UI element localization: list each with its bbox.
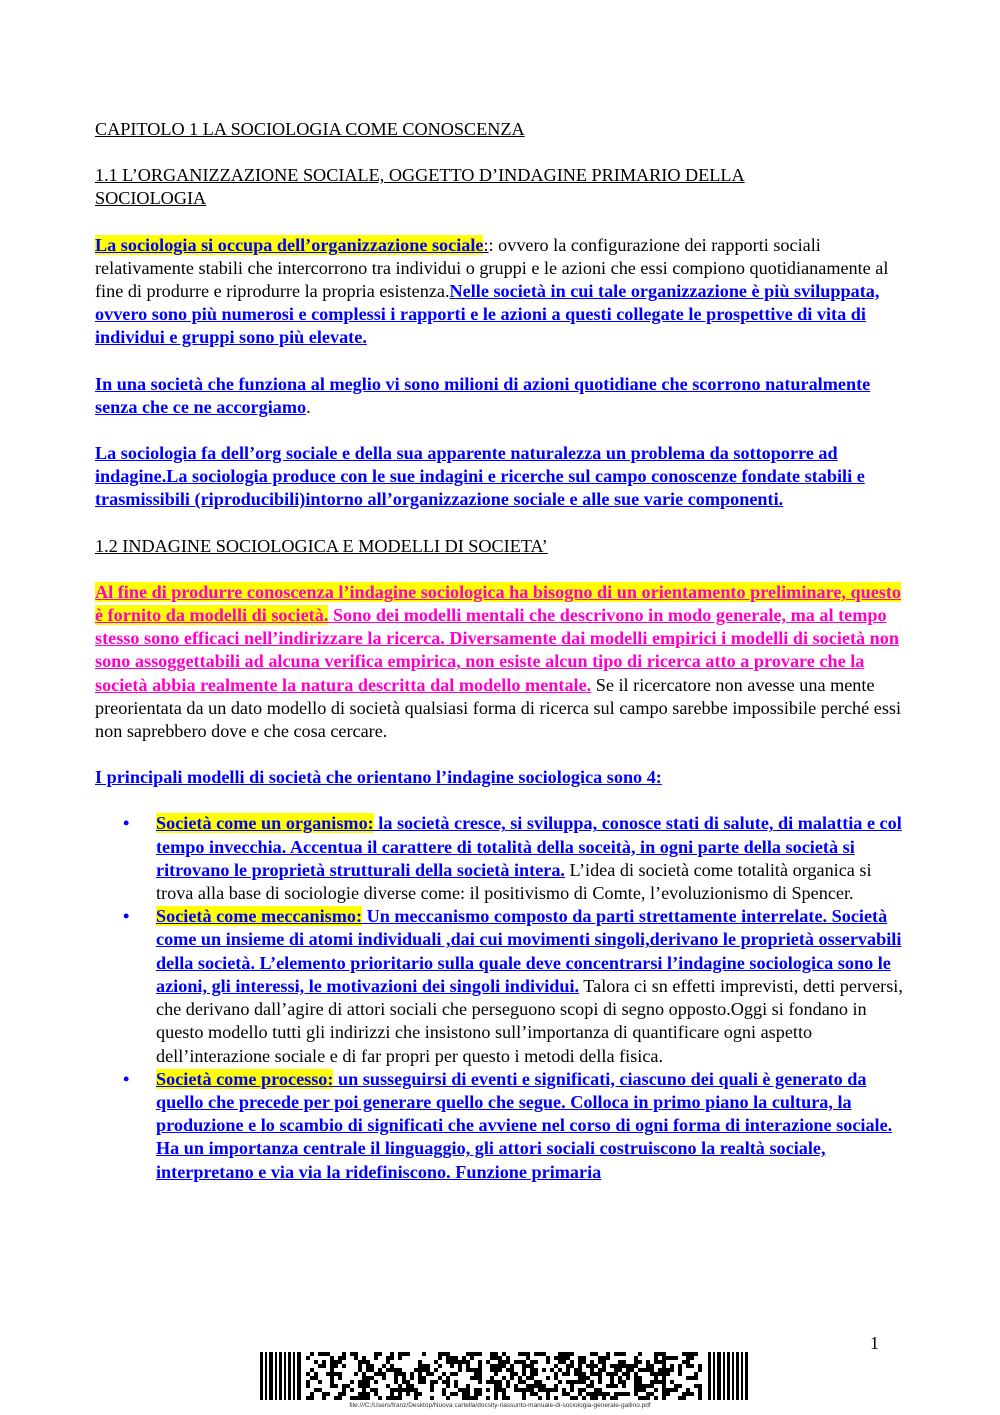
- barcode-icon: [260, 1352, 748, 1400]
- highlighted-text: Società come processo:: [156, 1068, 334, 1089]
- list-item: [123, 812, 910, 905]
- society-models-list: [95, 812, 910, 1183]
- blue-link-text[interactable]: un susseguirsi di eventi e significati, ciascuno dei quali è generato da quello che precede per poi generare quello che segue. Colloca in primo piano la cultura, la produzione e lo scambio di significati che avviene nel corso di ogni forma di interazione sociale. Ha un importanza centrale il linguaggio, gli attori sociali costruiscono la realtà sociale, interpretano e via via la ridefiniscono. Funzione primaria: [156, 1068, 893, 1182]
- section-1-paragraph-1: [95, 234, 910, 350]
- list-item: [123, 905, 910, 1067]
- chapter-title: CAPITOLO 1 LA SOCIOLOGIA COME CONOSCENZA: [95, 119, 525, 139]
- blue-link-text[interactable]: In una società che funziona al meglio vi sono milioni di azioni quotidiane che scorrono naturalmente senza che ce ne accorgiamo: [95, 373, 871, 417]
- bullet-icon: •: [123, 906, 130, 927]
- plain-text: .: [306, 396, 311, 417]
- plain-text: Se il ricercatore non avesse una mente preorientata da un dato modello di società qualsiasi forma di ricerca sul campo sarebbe impossibile perché essi non saprebbero dove e che cosa cercare.: [95, 674, 902, 742]
- magenta-link-text[interactable]: Sono dei modelli mentali che descrivono in modo generale, ma al tempo stesso sono efficaci nell’indirizzare la ricerca. Diversamente dai modelli empirici i modelli di società non sono assoggettabili ad alcuna verifica empirica, non esiste alcun tipo di ricerca atto a provare che la società abbia realmente la natura descritta dal modello mentale.: [95, 605, 899, 695]
- section-2-paragraph-1: [95, 581, 910, 743]
- page-number: 1: [870, 1333, 879, 1353]
- highlighted-text: Al fine di produrre conoscenza l’indagine sociologica ha bisogno di un orientamento preliminare, questo è fornito da modelli di società.: [95, 581, 902, 626]
- blue-link-text[interactable]: Un meccanismo composto da parti strettamente interrelate. Società come un insieme di atomi individuali ,dai cui movimenti singoli,derivano le proprietà osservabili della società. L’elemento prioritario sulla quale deve concentrarsi l’indagine sociologica sono le azioni, gli interessi, le motivazioni dei singoli individui.: [156, 906, 902, 996]
- plain-text: : ovvero la configurazione dei rapporti sociali relativamente stabili che intercorrono tra individui o gruppi e le azioni che essi compiono quotidianamente al fine di produrre e riprodurre la propria esistenza.: [95, 234, 889, 302]
- plain-text: L’idea di società come totalità organica si trova alla base di sociologie diverse come: il positivismo di Comte, l’evoluzionismo di Spencer.: [156, 859, 872, 904]
- section-1-title-line-1: 1.1 L’ORGANIZZAZIONE SOCIALE, OGGETTO D’INDAGINE PRIMARIO DELLA: [95, 165, 745, 186]
- highlighted-text: La sociologia si occupa dell’organizzazione sociale: [95, 234, 484, 255]
- section-1-title: [95, 164, 910, 210]
- section-2-paragraph-2: [95, 766, 910, 789]
- blue-link-text[interactable]: la società cresce, si sviluppa, conosce stati di salute, di malattia e col tempo invecchia. Accentua il carattere di totalità della soceità, in ogni parte della società si ritrovano le proprietà strutturali della società intera.: [156, 813, 902, 880]
- blue-link-text[interactable]: Nelle società in cui tale organizzazione è più sviluppata, ovvero sono più numerosi e complessi i rapporti e le azioni a questi collegate le prospettive di vita di individui e gruppi sono più elevate.: [95, 281, 880, 348]
- colon-text: :: [483, 234, 489, 255]
- blue-link-text[interactable]: La sociologia fa dell’org sociale e della sua apparente naturalezza un problema da sottoporre ad indagine.La sociologia produce con le sue indagini e ricerche sul campo conoscenze fondate stabili e trasmissibili (riproducibili)intorno all’organizzazione sociale e alle sue varie componenti.: [95, 443, 865, 510]
- bullet-icon: •: [123, 1068, 130, 1089]
- footer-file-path: file:///C:/Users/franz/Desktop/Nuova cartella/docsity-riassunto-manuale-di-sociologia-generale-gallino.pdf: [349, 1402, 651, 1409]
- list-item: [123, 1068, 910, 1184]
- highlighted-text: Società come un organismo:: [156, 813, 374, 834]
- section-2-title: 1.2 INDAGINE SOCIOLOGICA E MODELLI DI SOCIETA’: [95, 535, 548, 556]
- section-1-title-line-2: SOCIOLOGIA: [95, 188, 207, 209]
- document-page: [95, 118, 910, 1184]
- section-1-paragraph-3: [95, 442, 910, 512]
- plain-text: Talora ci sn effetti imprevisti, detti perversi, che derivano dall’agire di attori sociali che perseguono scopi di segno opposto.Oggi si fondano in questo modello tutti gli indirizzi che insistono sull’importanza di quantificare ogni aspetto dell’interazione sociale e di far propri per questo i metodi della fisica.: [156, 975, 903, 1066]
- bullet-icon: •: [123, 813, 130, 834]
- blue-link-text[interactable]: I principali modelli di società che orientano l’indagine sociologica sono 4:: [95, 767, 662, 788]
- highlighted-text: Società come meccanismo:: [156, 906, 363, 927]
- section-1-paragraph-2: [95, 373, 910, 419]
